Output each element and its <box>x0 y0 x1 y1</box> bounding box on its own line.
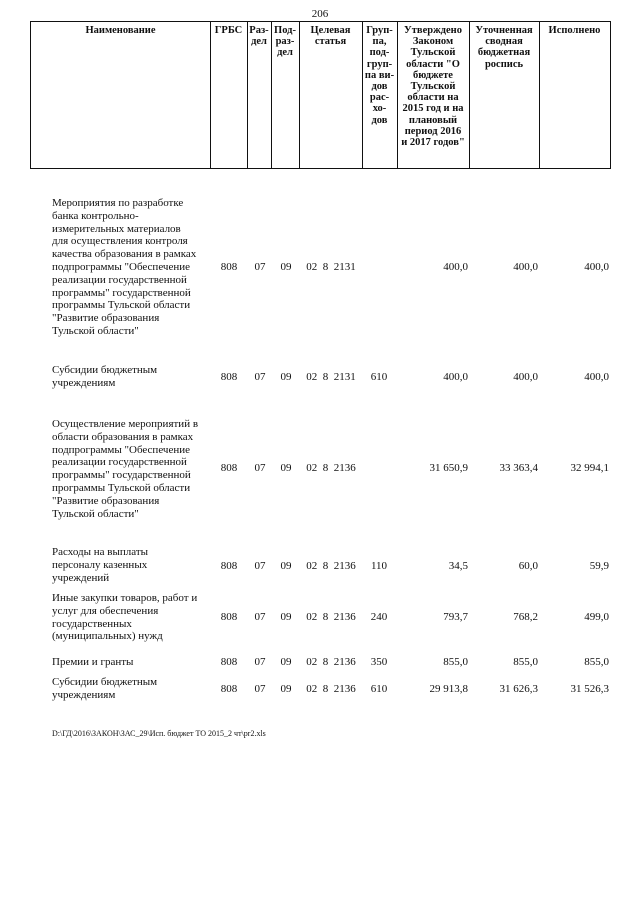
row-grbs: 808 <box>220 462 238 474</box>
row-approved: 31 650,9 <box>429 462 468 474</box>
row-executed: 31 526,3 <box>570 683 609 695</box>
row-approved: 400,0 <box>443 261 468 273</box>
row-approved: 29 913,8 <box>429 683 468 695</box>
row-adjusted: 31 626,3 <box>499 683 538 695</box>
row-target-article: 02 8 2136 <box>306 683 356 695</box>
row-approved: 400,0 <box>443 371 468 383</box>
row-target-article: 02 8 2131 <box>306 371 356 383</box>
header-grbs: ГРБС <box>210 21 248 169</box>
row-adjusted: 855,0 <box>513 656 538 668</box>
row-adjusted: 60,0 <box>518 560 538 572</box>
row-podrazdel: 09 <box>280 371 292 383</box>
row-executed: 400,0 <box>584 261 609 273</box>
row-grbs: 808 <box>220 261 238 273</box>
row-grbs: 808 <box>220 560 238 572</box>
row-approved: 793,7 <box>443 611 468 623</box>
row-podrazdel: 09 <box>280 261 292 273</box>
row-executed: 855,0 <box>584 656 609 668</box>
row-executed: 32 994,1 <box>570 462 609 474</box>
row-grbs: 808 <box>220 656 238 668</box>
row-name: Субсидии бюджетным учреждениям <box>52 364 158 389</box>
row-razdel: 07 <box>254 371 266 383</box>
row-grbs: 808 <box>220 611 238 623</box>
row-razdel: 07 <box>254 462 266 474</box>
row-approved: 855,0 <box>443 656 468 668</box>
page-number: 206 <box>311 8 329 20</box>
header-razdel: Раз- дел <box>247 21 272 169</box>
row-name: Иные закупки товаров, работ и услуг для обеспечения государственных (муниципальных) нужд <box>52 592 198 643</box>
row-expense-group: 610 <box>370 371 388 383</box>
row-target-article: 02 8 2131 <box>306 261 356 273</box>
header-podrazdel: Под- раз- дел <box>271 21 300 169</box>
row-podrazdel: 09 <box>280 611 292 623</box>
row-razdel: 07 <box>254 560 266 572</box>
row-podrazdel: 09 <box>280 462 292 474</box>
row-podrazdel: 09 <box>280 560 292 572</box>
row-executed: 400,0 <box>584 371 609 383</box>
row-podrazdel: 09 <box>280 656 292 668</box>
row-grbs: 808 <box>220 371 238 383</box>
row-razdel: 07 <box>254 261 266 273</box>
header-name: Наименование <box>30 21 211 169</box>
row-expense-group: 610 <box>370 683 388 695</box>
row-grbs: 808 <box>220 683 238 695</box>
header-adjusted: Уточненная сводная бюджетная роспись <box>469 21 540 169</box>
row-adjusted: 33 363,4 <box>499 462 538 474</box>
row-podrazdel: 09 <box>280 683 292 695</box>
header-expense-group: Груп- па, под- груп- па ви- дов рас- хо- дов <box>362 21 398 169</box>
row-target-article: 02 8 2136 <box>306 656 356 668</box>
row-executed: 59,9 <box>589 560 609 572</box>
row-name: Осуществление мероприятий в области образования в рамках подпрограммы "Обеспечение реализации государственной программы" государственной программы Тульской области "Развитие образования Тульской области" <box>52 418 199 520</box>
row-target-article: 02 8 2136 <box>306 611 356 623</box>
row-approved: 34,5 <box>448 560 468 572</box>
row-razdel: 07 <box>254 611 266 623</box>
row-name: Премии и гранты <box>52 656 134 668</box>
row-expense-group: 240 <box>370 611 388 623</box>
row-adjusted: 768,2 <box>513 611 538 623</box>
row-adjusted: 400,0 <box>513 261 538 273</box>
row-expense-group: 350 <box>370 656 388 668</box>
row-target-article: 02 8 2136 <box>306 462 356 474</box>
row-name: Мероприятия по разработке банка контрольно- измерительных материалов для осуществления контроля качества образования в рамках подпрограммы "Обеспечение реализации государственной программы" государственной программы Тульской области "Развитие образования Тульской области" <box>52 197 197 337</box>
header-executed: Исполнено <box>539 21 611 169</box>
row-name: Субсидии бюджетным учреждениям <box>52 676 158 701</box>
row-target-article: 02 8 2136 <box>306 560 356 572</box>
row-name: Расходы на выплаты персоналу казенных учреждений <box>52 546 149 584</box>
header-target-article: Целевая статья <box>299 21 363 169</box>
row-razdel: 07 <box>254 656 266 668</box>
file-path-footer: D:\ГД\2016\ЗАКОН\ЗАС_29\Исп. бюджет ТО 2015_2 чт\pr2.xls <box>52 729 266 738</box>
row-adjusted: 400,0 <box>513 371 538 383</box>
row-expense-group: 110 <box>370 560 388 572</box>
header-approved: Утверждено Законом Тульской области "О бюджете Тульской области на 2015 год и на плановый период 2016 и 2017 годов" <box>397 21 470 169</box>
row-razdel: 07 <box>254 683 266 695</box>
row-executed: 499,0 <box>584 611 609 623</box>
